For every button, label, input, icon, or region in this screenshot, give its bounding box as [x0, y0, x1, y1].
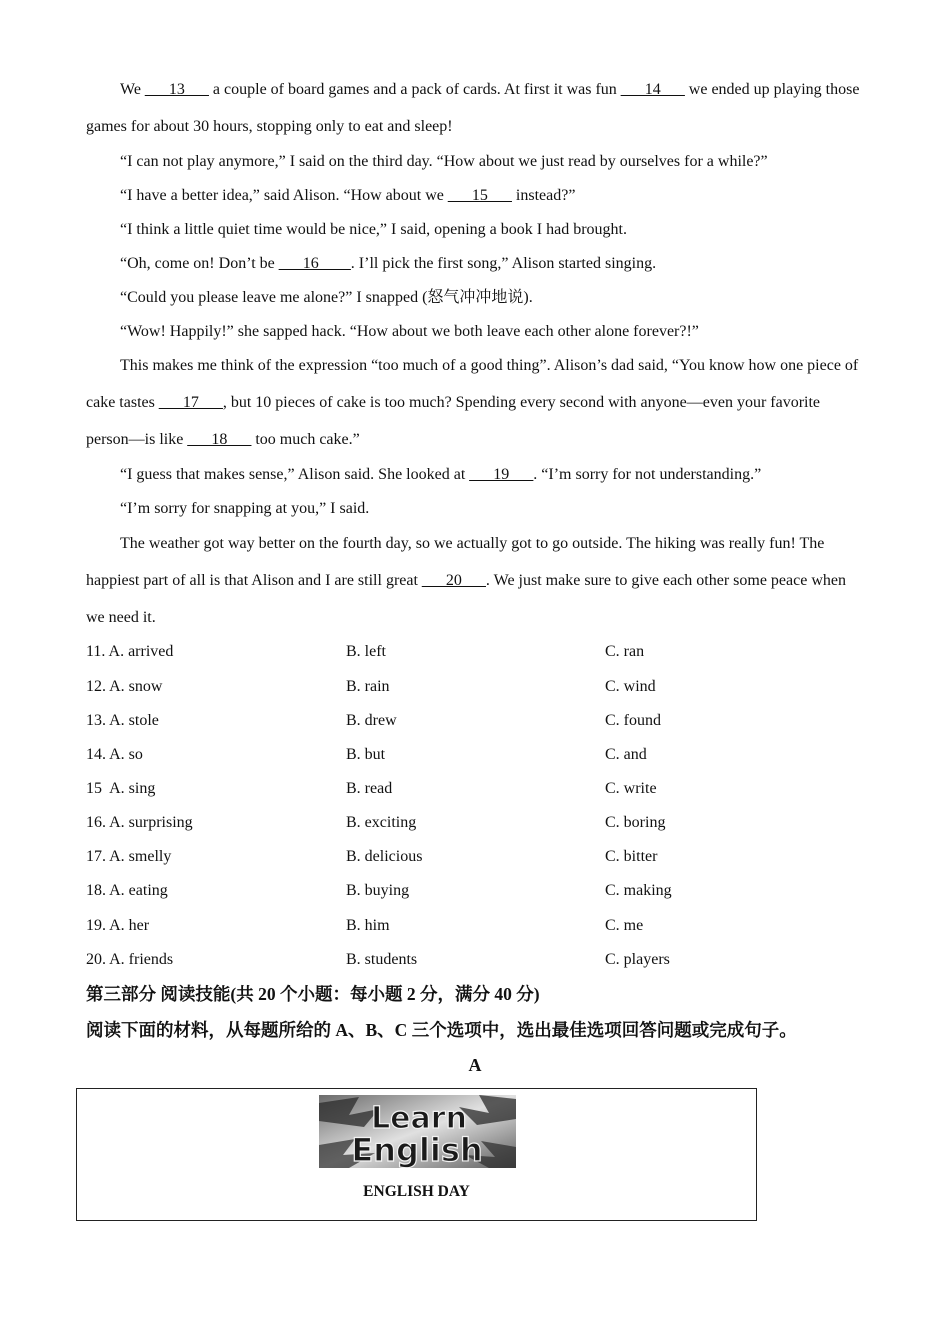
option-a: 20. A. friends: [86, 951, 174, 968]
option-b: B. exciting: [346, 814, 417, 831]
dialogue-line: “I can not play anymore,” I said on the third day. “How about we just read by ourselves for a while?”: [120, 153, 768, 170]
option-a: 16. A. surprising: [86, 814, 193, 831]
dialogue-line: “I’m sorry for snapping at you,” I said.: [120, 500, 370, 517]
part-label: A: [468, 1055, 482, 1075]
option-row-18: [86, 881, 866, 901]
blank-16: ___16____: [278, 255, 351, 272]
option-row-14: [86, 745, 866, 765]
option-a: 15 A. sing: [86, 780, 156, 797]
option-c: C. ran: [605, 643, 645, 660]
paragraph-20: [86, 525, 866, 636]
option-c: C. players: [605, 951, 670, 968]
option-a: 12. A. snow: [86, 678, 163, 695]
option-a: 11. A. arrived: [86, 643, 174, 660]
text: We: [120, 81, 145, 98]
logo-text-english: English: [351, 1131, 483, 1168]
option-b: B. students: [346, 951, 418, 968]
text: a couple of board games and a pack of cards. At first it was fun: [208, 81, 621, 98]
option-b: B. read: [346, 780, 393, 797]
blank-13: ___13___: [144, 81, 209, 98]
option-a: 18. A. eating: [86, 882, 168, 899]
text: we ended up playing those games for about 30 hours, stopping only to eat and sleep!: [86, 81, 860, 135]
option-c: C. bitter: [605, 848, 658, 865]
text: “Oh, come on! Don’t be: [120, 255, 279, 272]
option-a: 13. A. stole: [86, 712, 159, 729]
blank-17: ___17___: [158, 394, 223, 411]
text: too much cake.”: [251, 431, 360, 448]
dialogue-line-19: [86, 465, 876, 485]
option-c: C. and: [605, 746, 647, 763]
blank-18: ___18___: [187, 431, 252, 448]
option-row-20: [86, 950, 866, 970]
option-c: C. boring: [605, 814, 666, 831]
dialogue-line: “I think a little quiet time would be nice,” I said, opening a book I had brought.: [120, 221, 627, 238]
blank-19: ___19___: [469, 466, 534, 483]
box-title: ENGLISH DAY: [363, 1183, 470, 1200]
option-b: B. rain: [346, 678, 390, 695]
option-b: B. delicious: [346, 848, 423, 865]
option-c: C. making: [605, 882, 672, 899]
option-row-13: [86, 711, 866, 731]
blank-14: ___14___: [620, 81, 685, 98]
dialogue-line: “Wow! Happily!” she sapped hack. “How about we both leave each other alone forever?!”: [120, 323, 699, 340]
text: This makes me think of the expression “too much of a good thing”. Alison’s dad said, “You know how one piece of cake tastes: [86, 357, 859, 411]
option-row-17: [86, 847, 866, 867]
option-b: B. drew: [346, 712, 397, 729]
option-row-16: [86, 813, 866, 833]
section-heading: 第三部分 阅读技能(共 20 个小题：每小题 2 分，满分 40 分): [86, 984, 540, 1004]
paragraph-17-18: [86, 347, 866, 458]
option-row-12: [86, 677, 866, 697]
text: . I’ll pick the first song,” Alison started singing.: [350, 255, 657, 272]
option-c: C. write: [605, 780, 657, 797]
section-instruction: 阅读下面的材料，从每题所给的 A、B、C 三个选项中，选出最佳选项回答问题或完成句子。: [86, 1020, 797, 1040]
learn-english-logo: [319, 1095, 516, 1168]
blank-15: ___15___: [447, 187, 512, 204]
dialogue-line-15: [86, 186, 876, 206]
option-a: 17. A. smelly: [86, 848, 172, 865]
option-row-19: [86, 916, 866, 936]
option-b: B. left: [346, 643, 386, 660]
option-c: C. found: [605, 712, 661, 729]
text: . We just make sure to give each other some peace when we need it.: [86, 572, 846, 626]
passage-box: [76, 1088, 757, 1221]
text: “I have a better idea,” said Alison. “How about we: [120, 187, 448, 204]
option-row-11: [86, 642, 866, 662]
dialogue-line: “Could you please leave me alone?” I snapped (怒气冲冲地说).: [120, 289, 533, 306]
text: The weather got way better on the fourth day, so we actually got to go outside. The hiking was really fun! The happiest part of all is that Alison and I are still great: [86, 535, 825, 589]
text: “I guess that makes sense,” Alison said. She looked at: [120, 466, 470, 483]
text: instead?”: [511, 187, 576, 204]
text: , but 10 pieces of cake is too much? Spending every second with anyone—even your favorite person—is like: [86, 394, 821, 448]
option-c: C. wind: [605, 678, 656, 695]
option-c: C. me: [605, 917, 644, 934]
option-b: B. him: [346, 917, 390, 934]
option-a: 14. A. so: [86, 746, 143, 763]
option-row-15: [86, 779, 866, 799]
blank-20: ___20___: [421, 572, 486, 589]
paragraph-13-14: [86, 71, 866, 145]
logo-text-learn: Learn: [371, 1101, 467, 1136]
dialogue-line-16: [86, 254, 876, 274]
option-b: B. buying: [346, 882, 410, 899]
option-a: 19. A. her: [86, 917, 150, 934]
option-b: B. but: [346, 746, 386, 763]
text: . “I’m sorry for not understanding.”: [533, 466, 762, 483]
